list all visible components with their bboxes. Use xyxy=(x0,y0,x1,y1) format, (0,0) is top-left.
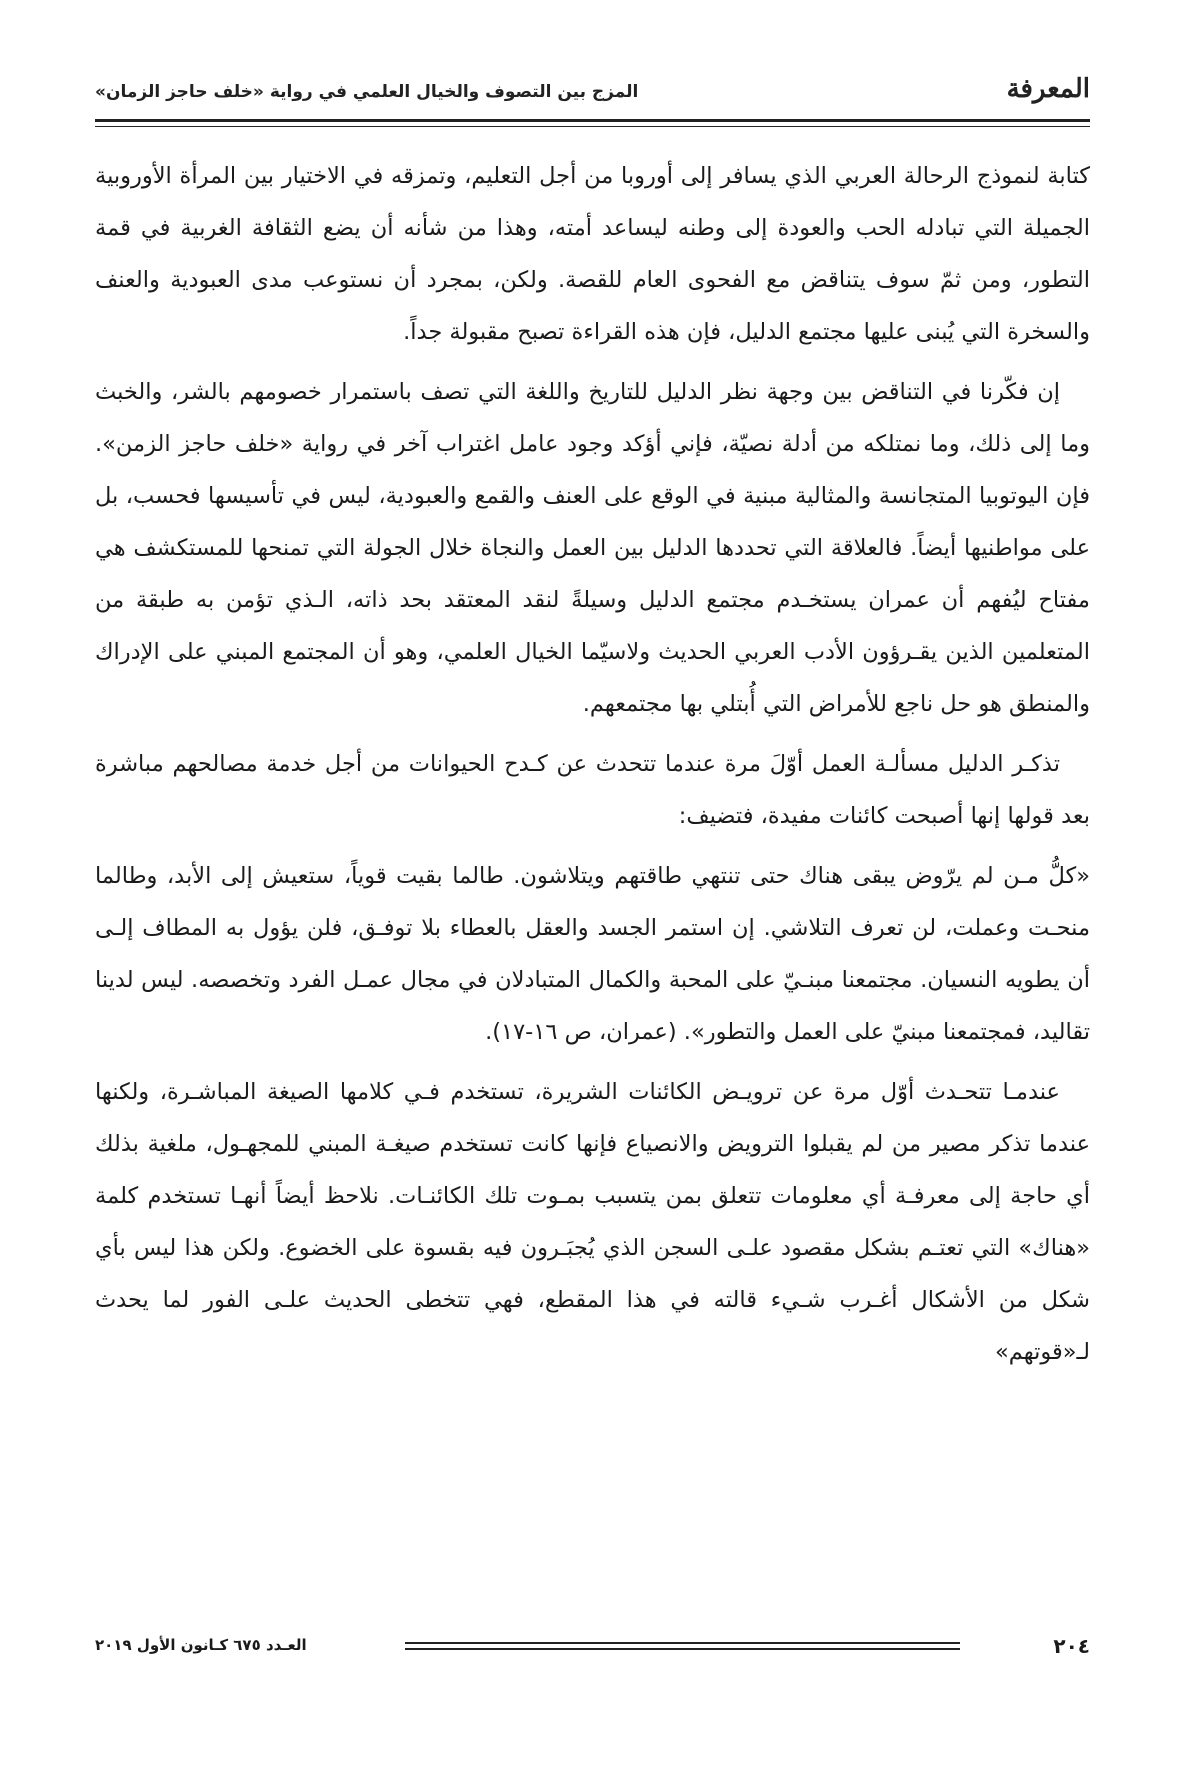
footer-rule xyxy=(405,1642,960,1654)
running-title: المزج بين التصوف والخيال العلمي في رواية «خلف حاجز الزمان» xyxy=(95,82,639,102)
quote-paragraph: «كلُّ مـن لم يرّوض يبقى هناك حتى تنتهي طاقتهم ويتلاشون. طالما بقيت قوياً، ستعيش إلى الأبد، وطالما منحـت وعملت، لن تعرف التلاشي. إن استمر الجسد والعقل بالعطاء بلا توفـق، فلن يؤول به المطاف إلـى أن يطويه النسيان. مجتمعنا مبنـيّ على المحبة والكمال المتبادلان في مجال عمـل الفرد وتخصصه. ليس لدينا تقاليد، فمجتمعنا مبنيّ على العمل والتطور». (عمران، ص ١٦-١٧). xyxy=(95,863,1090,1045)
article-body xyxy=(95,150,1090,1386)
paragraph-2: إن فكّرنا في التناقض بين وجهة نظر الدليل للتاريخ واللغة التي تصف باستمرار خصومهم بالشر، والخبث وما إلى ذلك، وما نمتلكه من أدلة نصيّة، فإني أؤكد وجود عامل اغتراب آخر في رواية «خلف حاجز الزمن». فإن اليوتوبيا المتجانسة والمثالية مبنية في الوقع على العنف والقمع والعبودية، ليس في تأسيسها فحسب، بل على مواطنيها أيضاً. فالعلاقة التي تحددها الدليل بين العمل والنجاة خلال الجولة التي تمنحها للمستكشف هي مفتاح ليُفهم أن عمران يستخـدم مجتمع الدليل وسيلةً لنقد المعتقد بحد ذاته، الـذي تؤمن به طبقة من المتعلمين الذين يقـرؤون الأدب العربي الحديث ولاسيّما الخيال العلمي، وهو أن المجتمع المبني على الإدراك والمنطق هو حل ناجع للأمراض التي أُبتلي بها مجتمعهم. xyxy=(95,379,1090,717)
journal-logo: المعرفة xyxy=(1006,74,1090,104)
page-number: ٢٠٤ xyxy=(1053,1634,1090,1658)
issue-info: العـدد ٦٧٥ كـانون الأول ٢٠١٩ xyxy=(95,1636,307,1654)
paragraph-3: تذكـر الدليل مسألـة العمل أوّلَ مرة عندما تتحدث عن كـدح الحيوانات من أجل خدمة مصالحهم مباشرة بعد قولها إنها أصبحت كائنات مفيدة، فتضيف: xyxy=(95,751,1090,829)
page-header xyxy=(95,70,1090,116)
paragraph-1: كتابة لنموذج الرحالة العربي الذي يسافر إلى أوروبا من أجل التعليم، وتمزقه في الاختيار بين المرأة الأوروبية الجميلة التي تبادله الحب والعودة إلى وطنه ليساعد أمته، وهذا من شأنه أن يضع الثقافة الغربية في قمة التطور، ومن ثمّ سوف يتناقض مع الفحوى العام للقصة. ولكن، بمجرد أن نستوعب مدى العبودية والعنف والسخرة التي يُبنى عليها مجتمع الدليل، فإن هذه القراءة تصبح مقبولة جداً. xyxy=(95,163,1090,345)
header-rule-thin xyxy=(95,126,1090,127)
page-footer xyxy=(95,1634,1090,1664)
header-rule-thick xyxy=(95,119,1090,122)
paragraph-5: عندمـا تتحـدث أوّل مرة عن ترويـض الكائنات الشريرة، تستخدم فـي كلامها الصيغة المباشـرة، ولكنها عندما تذكر مصير من لم يقبلوا الترويض والانصياع فإنها كانت تستخدم صيغـة المبني للمجهـول، ملغية بذلك أي حاجة إلى معرفـة أي معلومات تتعلق بمن يتسبب بمـوت تلك الكائنـات. نلاحظ أيضاً أنهـا تستخدم كلمة «هناك» التي تعتـم بشكل مقصود علـى السجن الذي يُجبَـرون فيه بقسوة على الخضوع. ولكن هذا ليس بأي شكل من الأشكال أغـرب شـيء قالته في هذا المقطع، فهي تتخطى الحديث علـى الفور لما يحدث لـ«قوتهم» xyxy=(95,1079,1090,1365)
